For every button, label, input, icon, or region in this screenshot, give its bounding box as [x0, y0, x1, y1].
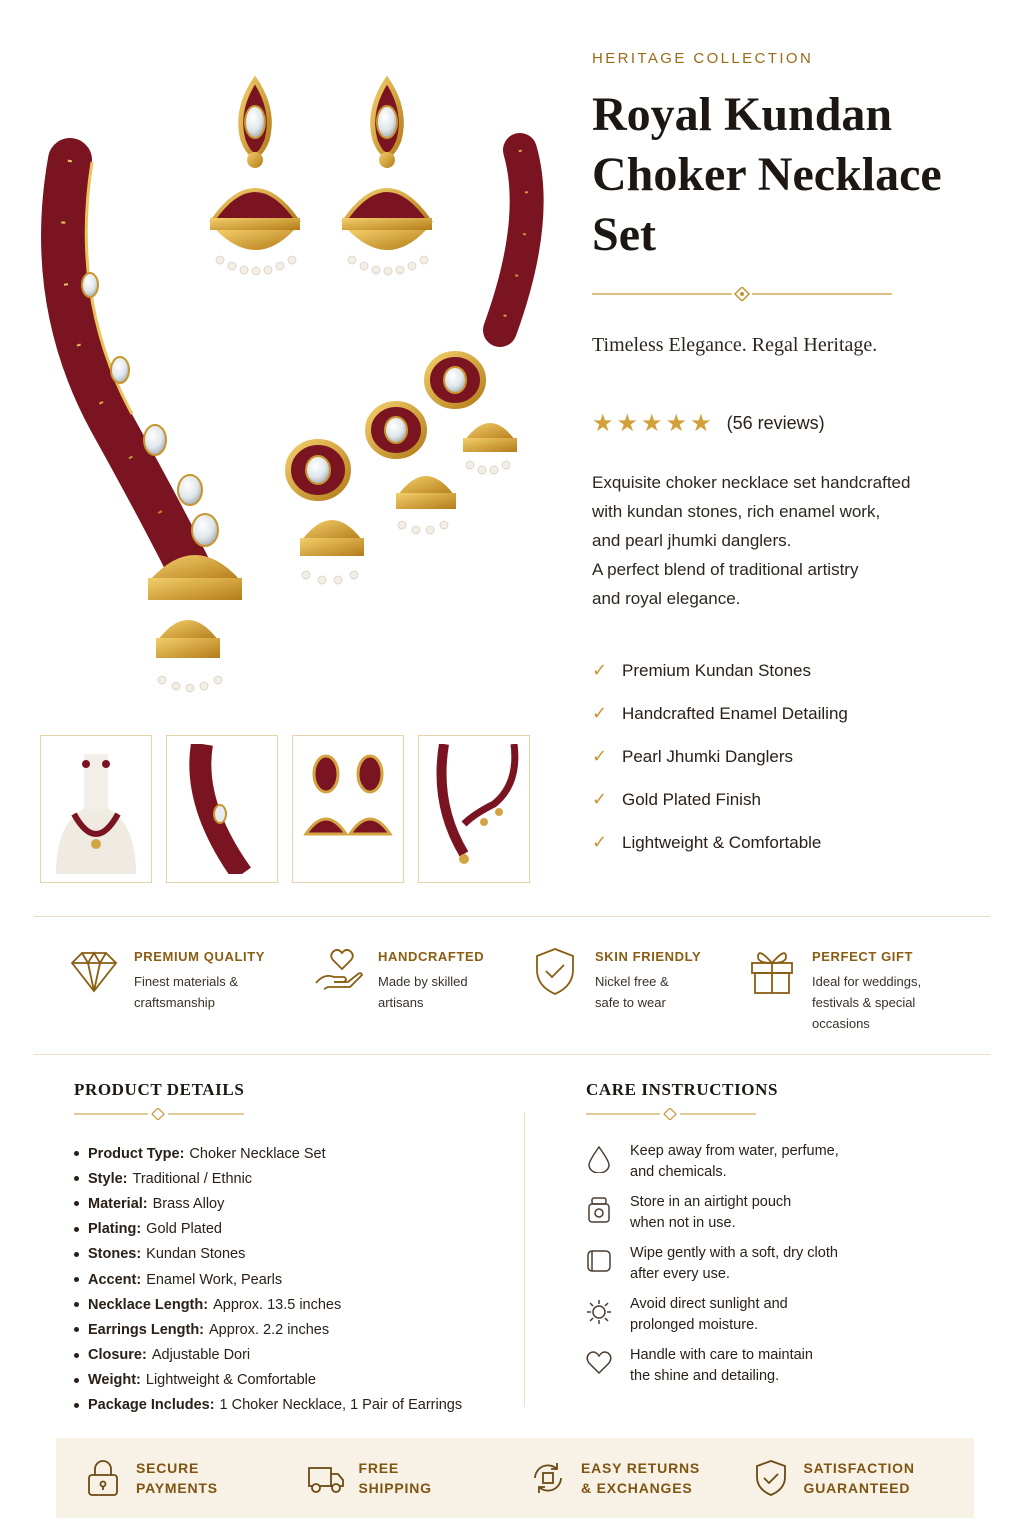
column-divider [524, 1112, 525, 1407]
description-line: A perfect blend of traditional artistry [592, 560, 859, 579]
badge-text: Nickel free & safe to wear [595, 974, 669, 1010]
care-text: Store in an airtight pouch [630, 1194, 792, 1210]
product-title [592, 85, 1012, 265]
detail-item [74, 1191, 514, 1216]
detail-label: Earrings Length: [88, 1321, 205, 1338]
shield-check-icon [752, 1458, 790, 1498]
care-text: Keep away from water, perfume, [630, 1143, 839, 1159]
trust-badges [68, 945, 968, 1034]
care-item [586, 1141, 986, 1192]
product-tagline: Timeless Elegance. Regal Heritage. [592, 334, 878, 356]
checkmark-icon: ✓ [592, 832, 608, 852]
shield-check-icon [529, 945, 581, 997]
badge-title: SKIN FRIENDLY [595, 949, 702, 964]
review-count[interactable]: (56 reviews) [726, 413, 825, 433]
care-text: when not in use. [630, 1215, 736, 1231]
detail-label: Necklace Length: [88, 1296, 209, 1313]
detail-value: Approx. 13.5 inches [213, 1296, 342, 1313]
detail-item [74, 1267, 514, 1292]
detail-value: Lightweight & Comfortable [145, 1372, 316, 1389]
feature-label: Premium Kundan Stones [622, 660, 811, 680]
detail-value: Brass Alloy [152, 1195, 225, 1212]
checkmark-icon: ✓ [592, 746, 608, 766]
feature-label: Gold Plated Finish [622, 789, 761, 809]
description-line: Exquisite choker necklace set handcrafted [592, 473, 911, 492]
thumbnail-gallery [40, 735, 540, 885]
section-divider [34, 1054, 990, 1055]
checkmark-icon: ✓ [592, 703, 608, 723]
earring-right [342, 80, 432, 250]
gift-icon [746, 945, 798, 997]
detail-item [74, 1393, 514, 1418]
service-easy-returns [529, 1458, 752, 1498]
care-text: and chemicals. [630, 1164, 727, 1180]
detail-item [74, 1166, 514, 1191]
returns-icon [529, 1458, 567, 1498]
detail-value: Kundan Stones [146, 1246, 246, 1263]
description-line: with kundan stones, rich enamel work, [592, 502, 881, 521]
service-free-shipping [307, 1458, 530, 1498]
feature-item [592, 778, 1012, 821]
detail-item [74, 1292, 514, 1317]
detail-value: Traditional / Ethnic [132, 1170, 253, 1187]
product-details [74, 1080, 514, 1418]
water-drop-icon [586, 1145, 612, 1173]
care-instructions [586, 1080, 986, 1396]
detail-item [74, 1141, 514, 1166]
description-line: and royal elegance. [592, 589, 741, 608]
collection-label: HERITAGE COLLECTION [592, 50, 814, 67]
care-text: prolonged moisture. [630, 1317, 759, 1333]
service-satisfaction [752, 1458, 975, 1498]
detail-label: Weight: [88, 1372, 141, 1389]
detail-item [74, 1317, 514, 1342]
cloth-icon [586, 1247, 612, 1275]
service-label: SECURE PAYMENTS [136, 1460, 218, 1496]
badge-text: Finest materials & craftsmanship [134, 974, 239, 1010]
detail-item [74, 1242, 514, 1267]
detail-value: Enamel Work, Pearls [146, 1271, 283, 1288]
detail-label: Accent: [88, 1271, 142, 1288]
service-label: FREE SHIPPING [358, 1460, 432, 1496]
detail-value: Approx. 2.2 inches [209, 1321, 330, 1338]
badge-handcrafted [312, 945, 534, 1034]
section-divider [34, 916, 990, 917]
detail-label: Product Type: [88, 1145, 185, 1162]
checkmark-icon: ✓ [592, 789, 608, 809]
star-rating-icon: ★★★★★ [592, 410, 715, 437]
badge-premium-quality [68, 945, 290, 1034]
checkmark-icon: ✓ [592, 660, 608, 680]
care-text: Wipe gently with a soft, dry cloth [630, 1245, 838, 1261]
feature-item [592, 735, 1012, 778]
feature-label: Lightweight & Comfortable [622, 832, 822, 852]
detail-label: Stones: [88, 1246, 142, 1263]
detail-value: Gold Plated [146, 1221, 222, 1238]
heart-icon [586, 1349, 612, 1377]
detail-value: 1 Choker Necklace, 1 Pair of Earrings [219, 1397, 463, 1414]
product-description [592, 468, 1012, 613]
care-list [586, 1141, 986, 1396]
details-list [74, 1141, 514, 1418]
feature-list [592, 649, 1012, 864]
detail-label: Closure: [88, 1347, 147, 1364]
badge-skin-friendly [529, 945, 751, 1034]
detail-label: Material: [88, 1195, 148, 1212]
diamond-icon [68, 945, 120, 997]
feature-label: Handcrafted Enamel Detailing [622, 703, 848, 723]
description-line: and pearl jhumki danglers. [592, 531, 792, 550]
feature-item [592, 692, 1012, 735]
care-item [586, 1345, 986, 1396]
care-text: Handle with care to maintain [630, 1347, 813, 1363]
service-strip [56, 1438, 974, 1518]
title-line-2: Choker Necklace Set [592, 148, 942, 261]
section-title: CARE INSTRUCTIONS [586, 1080, 779, 1099]
care-text: Avoid direct sunlight and [630, 1296, 788, 1312]
care-text: the shine and detailing. [630, 1368, 780, 1384]
service-label: EASY RETURNS & EXCHANGES [581, 1460, 701, 1496]
sun-icon [586, 1298, 612, 1326]
lock-icon [84, 1458, 122, 1498]
detail-label: Package Includes: [88, 1397, 215, 1414]
thumbnail-bust[interactable] [40, 735, 152, 883]
earring-left [210, 80, 300, 250]
detail-value: Adjustable Dori [151, 1347, 251, 1364]
ornamental-divider [586, 1108, 756, 1120]
care-item [586, 1294, 986, 1345]
rating-row[interactable] [592, 409, 1012, 438]
product-info [592, 50, 1012, 864]
service-label: SATISFACTION GUARANTEED [803, 1460, 915, 1496]
badge-text: Made by skilled artisans [378, 974, 468, 1010]
product-main-image[interactable] [30, 40, 570, 720]
thumbnail-closeup[interactable] [166, 735, 278, 883]
thumbnail-earrings[interactable] [292, 735, 404, 883]
detail-item [74, 1343, 514, 1368]
section-title: PRODUCT DETAILS [74, 1080, 245, 1099]
detail-item [74, 1217, 514, 1242]
detail-item [74, 1368, 514, 1393]
truck-icon [307, 1458, 345, 1498]
detail-value: Choker Necklace Set [189, 1145, 326, 1162]
ornamental-divider [74, 1108, 244, 1120]
thumbnail-necklace[interactable] [418, 735, 530, 883]
feature-item [592, 821, 1012, 864]
feature-label: Pearl Jhumki Danglers [622, 746, 794, 766]
care-item [586, 1243, 986, 1294]
badge-perfect-gift [746, 945, 968, 1034]
feature-item [592, 649, 1012, 692]
title-line-1: Royal Kundan [592, 88, 893, 141]
service-secure-payments [84, 1458, 307, 1498]
badge-title: PREMIUM QUALITY [134, 949, 266, 964]
care-item [586, 1192, 986, 1243]
heart-hand-icon [312, 945, 364, 997]
badge-title: PERFECT GIFT [812, 949, 914, 964]
badge-title: HANDCRAFTED [378, 949, 485, 964]
pouch-icon [586, 1196, 612, 1224]
detail-label: Style: [88, 1170, 128, 1187]
detail-label: Plating: [88, 1221, 142, 1238]
ornamental-divider [592, 287, 892, 301]
care-text: after every use. [630, 1266, 730, 1282]
badge-text: Ideal for weddings, festivals & special occasions [812, 974, 922, 1031]
